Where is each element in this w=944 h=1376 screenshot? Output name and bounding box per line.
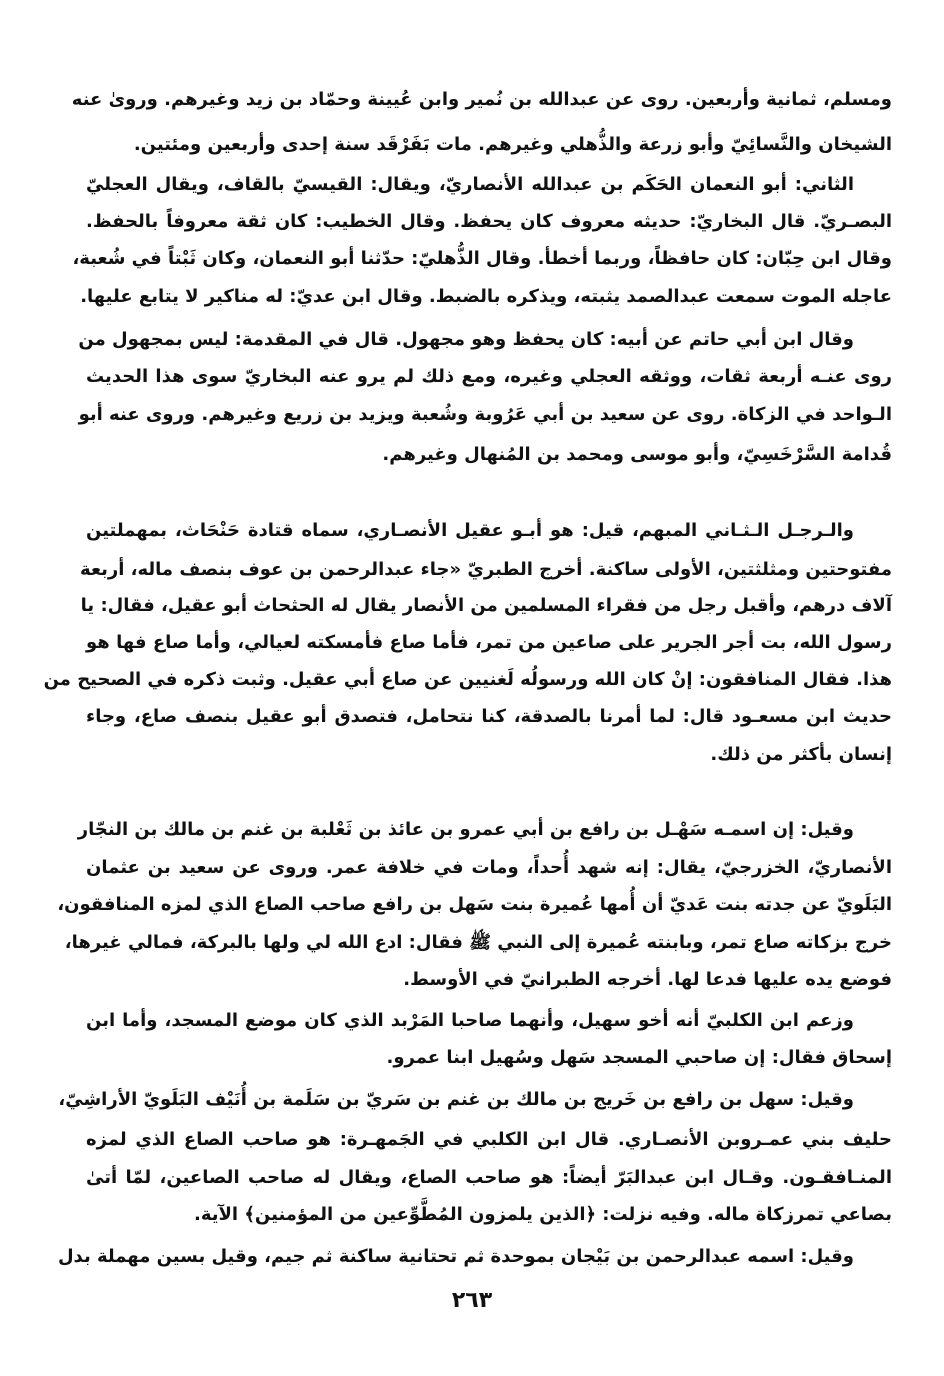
text-line: وقال ابن حِبّان: كان حافظاً، وربما أخطأ. وقال الذُّهليّ: حدّثنا أبو النعمان، وكان ثَبْتاً في شُعبة، xyxy=(72,248,892,269)
text-line: قُدامة السَّرْخَسِيّ، وأبو موسى ومحمد بن المُنهال وغيرهم. xyxy=(382,444,892,465)
text-line: الشيخان والنَّسائِيّ وأبو زرعة والذُّهلي وغيرهم. مات بَفَرْقَد سنة إحدى وأربعين ومئتين. xyxy=(133,134,892,155)
text-line: وزعم ابن الكلبيّ أنه أخو سهيل، وأنهما صاحبا المَرْبد الذي كان موضع المسجد، وأما ابن xyxy=(86,1010,854,1031)
text-line: وقال ابن أبي حاتم عن أبيه: كان يحفظ وهو مجهول. قال في المقدمة: ليس بمجهول من xyxy=(78,329,854,350)
text-line: والـرجـل الـثـاني المبهم، قيل: هو أبـو عقيل الأنصـاري، سماه قتادة حَنْحَاث، بمهملتين xyxy=(86,520,854,541)
text-line: خرج بزكاته صاع تمر، وبابنته عُميرة إلى النبي ﷺ فقال: ادع الله لي ولها بالبركة، فمالي غيرها، xyxy=(64,932,892,953)
text-line: بصاعي تمرزكاة ماله. وفيه نزلت: ﴿الذين يلمزون المُطَّوِّعين من المؤمنين﴾ الآية. xyxy=(194,1204,892,1225)
text-line: الثاني: أبو النعمان الحَكَم بن عبدالله الأنصاريّ، ويقال: القيسيّ بالقاف، ويقال العجليّ xyxy=(86,174,854,195)
text-line: مفتوحتين ومثلثتين، الأولى ساكنة. أخرج الطبريّ «جاء عبدالرحمن بن عوف بنصف ماله، أربعة xyxy=(80,559,892,580)
page-number: ٢٦٣ xyxy=(451,1288,493,1313)
text-line: الأنصاريّ، الخزرجيّ، يقال: إنه شهد أُحداً، ومات في خلافة عمر. وروى عن سعيد بن عثمان xyxy=(86,857,892,878)
text-line: هذا. فقال المنافقون: إنْ كان الله ورسولُه لَغنيين عن صاع أبي عقيل. وثبت ذكره في الصحيح من xyxy=(43,669,892,690)
text-line: إسحاق فقال: إن صاحبي المسجد سَهل وسُهيل ابنا عمرو. xyxy=(386,1047,892,1068)
text-line: رسول الله، بت أجر الجرير على صاعين من تمر، فأما صاع فأمسكته لعيالي، وأما صاع فها هو xyxy=(86,632,892,653)
text-line: إنسان بأكثر من ذلك. xyxy=(710,744,892,765)
text-line: المنـافقـون. وقـال ابن عبدالبَرّ أيضاً: هو صاحب الصاع، ويقال له صاحب الصاعين، لمّا أتىٰ xyxy=(86,1167,892,1188)
text-line: وقيل: اسمه عبدالرحمن بن بَيْجان بموحدة ثم تحتانية ساكنة ثم جيم، وقيل بسين مهملة بدل xyxy=(57,1246,854,1267)
text-line: حليف بني عمـروبن الأنصـاري. قال ابن الكلبي في الجَمهـرة: هو صاحب الصاع الذي لمزه xyxy=(86,1129,892,1150)
text-line: وقيل: إن اسمـه سَهْـل بن رافع بن أبي عمرو بن عائذ بن ثَعْلبة بن غنم بن مالك بن النجّار xyxy=(77,819,854,840)
text-line: عاجله الموت سمعت عبدالصمد يثبته، ويذكره بالضبط. وقال ابن عديّ: له مناكير لا يتابع عليها. xyxy=(80,286,892,307)
text-line: البَلَويّ عن جدته بنت عَديّ أن أُمها عُميرة بنت سَهل بن رافع صاحب الصاع الذي لمزه المنافقون، xyxy=(57,894,892,915)
text-line: وقيل: سهل بن رافع بن خَريج بن مالك بن غنم بن سَريّ بن سَلَمة بن أُنَيْف البَلَويّ الأراشِيّ، xyxy=(58,1089,854,1110)
text-line: الـواحد في الزكاة. روى عن سعيد بن أبي عَرُوبة وشُعبة ويزيد بن زريع وغيرهم. وروى عنه أبو xyxy=(78,404,892,425)
text-line: روى عنـه أربعة ثقات، ووثقه العجلي وغيره، ومع ذلك لم يرو عنه البخاريّ سوى هذا الحديث xyxy=(86,366,892,387)
text-line: آلاف درهم، وأقبل رجل من فقراء المسلمين من الأنصار يقال له الحثحاث أبو عقيل، فقال: يا xyxy=(80,595,892,616)
text-line: فوضع يده عليها فدعا لها. أخرجه الطبرانيّ في الأوسط. xyxy=(403,969,892,990)
text-line: حديث ابن مسعـود قال: لما أمرنا بالصدقة، كنا نتحامل، فتصدق أبو عقيل بنصف صاع، وجاء xyxy=(86,706,892,727)
text-line: البصـريّ. قال البخاريّ: حديثه معروف كان يحفظ. وقال الخطيب: كان ثقة معروفاً بالحفظ. xyxy=(86,211,892,232)
text-line: ومسلم، ثمانية وأربعين. روى عن عبدالله بن نُمير وابن عُيينة وحمّاد بن زيد وغيرهم. وروىٰ عنه xyxy=(71,89,892,110)
